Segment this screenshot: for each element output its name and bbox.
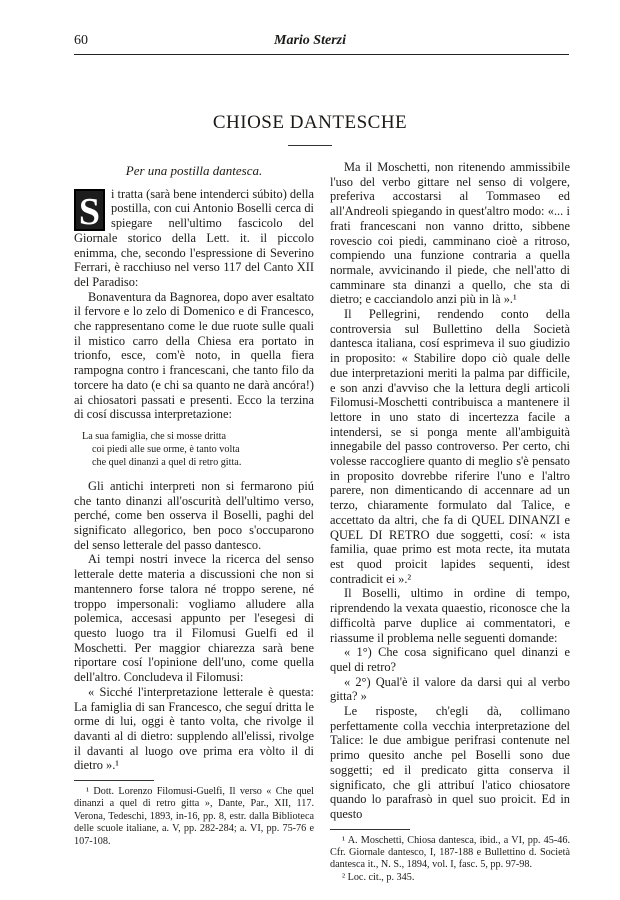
- page-number: 60: [74, 33, 88, 48]
- verse-quote: [82, 430, 314, 469]
- paragraph-2: Bonaventura da Bagnorea, dopo aver esaltato il fervore e lo zelo di Domenico e di Francesco, che rappresentano come le due ruote sulle quali il mistico carro della Chiesa era portato in trionfo, esce, com'è noto, in quella fiera rampogna contro i francescani, che tanto filo da torcere ha dato (e chi sa quanto ne darà ancóra!) ai chiosatori passati e presenti. Ecco la terzina di cosí discussa interpretazione:: [74, 289, 314, 422]
- question-1: « 1°) Che cosa significano quel dinanzi e quel di retro?: [330, 645, 570, 674]
- paragraph-7: Il Pellegrini, rendendo conto della controversia sul Bullettino della Società dantesca italiana, cosí esprimeva il suo giudizio in proposito: « Stabilire dopo ciò quale delle due interpretazioni meriti la palma par difficile, e son anzi d'avviso che la lettura degli articoli Filomusi-Moschetti contribuisca a mantenere il lettore in uno stato di incertezza facile a intendersi, se si ponga mente all'ambiguità innegabile del passo controverso. Per certo, chi volesse raccogliere quanto di meglio s'è pensato in proposito dovrebbe riferire l'uno e l'altro parere, non dimenticando di accennare ad un terzo, chiaramente formulato dal Talice, e accettato da altri, che fa di QUEL DINANZI e QUEL DI RETRO due soggetti, cosí: « ista familia, quae primo est mota recte, ita mutata est quod proicit lapides sequenti, idest contradicit ei ».²: [330, 307, 570, 586]
- footnote-rule: [330, 829, 410, 830]
- running-head: Mario Sterzi: [274, 33, 346, 48]
- paragraph-4: Ai tempi nostri invece la ricerca del senso letterale dette materia a discussioni che non si mantennero forse talora né troppo serene, né troppo impersonali: vogliamo alludere alla polemica, accesasi appunto per l'esegesi di questo luogo tra il Filomusi Guelfi ed il Moschetti. Per maggior chiarezza sarà bene riportare cosí l'opinione dell'uno, come quella dell'altro. Concludeva il Filomusi:: [74, 552, 314, 685]
- right-column: [330, 160, 570, 884]
- verse-line: che quel dinanzi a quel di retro gitta.: [92, 456, 242, 468]
- paragraph-5: « Sicché l'interpretazione letterale è questa: La famiglia di san Francesco, che seguí dritta le orme di lui, oggi è tanto volta, che rivolge il davanti al di dietro: supplendo all'elissi, rivolge il davanti al luogo ove prima era vòlto il di dietro ».¹: [74, 684, 314, 773]
- paragraph-3: Gli antichi interpreti non si fermarono piú che tanto dinanzi all'oscurità dell'ultimo verso, perché, come ben osserva il Boselli, paghi del significato allegorico, ben poco s'occuparono del senso letterale del passo dantesco.: [74, 478, 314, 552]
- paragraph-1-text: i tratta (sarà bene intenderci súbito) della postilla, con cui Antonio Boselli cerca di spiegare nell'ultimo fascicolo del Giornale storico della Lett. it. il piccolo enimma, che, secondo l'espressione di Severino Ferrari, è racchiuso nel verso 117 del Canto XII del Paradiso:: [74, 186, 314, 289]
- header-rule: [74, 54, 569, 55]
- article-title: CHIOSE DANTESCHE: [212, 112, 408, 133]
- paragraph-6: Ma il Moschetti, non ritenendo ammissibile l'uso del verbo gittare nel senso di volgere, preferiva accostarsi al Tommaseo ed all'Andreoli spiegando in quest'altro modo: «... i frati francescani non vanno dritto, sibbene rovescio coi piedi, camminano cioè a ritroso, compiendo una funzione contraria a quella normale, avvicinando il piede, che nell'atto di camminare sta dinanzi a quello, che sta di dietro; e cacciandolo anzi più in là ».¹: [330, 160, 570, 307]
- footnote-rule: [74, 780, 154, 781]
- left-column: [74, 160, 314, 848]
- verse-line: coi piedi alle sue orme, è tanto volta: [92, 443, 240, 455]
- verse-line: La sua famiglia, che si mosse dritta: [82, 430, 226, 442]
- footnote: ² Loc. cit., p. 345.: [342, 871, 415, 883]
- paragraph-1: [74, 187, 314, 290]
- paragraph-9: Le risposte, ch'egli dà, collimano perfettamente colla vecchia interpretazione del Talice: le due ambigue perifrasi contenute nel primo quesito anche pel Boselli sono due soggetti; ed il predicato gitta conserva il significato, che gli attribuí l'atico chiosatore quando lo parafrasò in quel suo proicit. Ed in questo: [330, 704, 570, 821]
- dropcap-initial: S: [74, 189, 105, 231]
- footnote: ¹ A. Moschetti, Chiosa dantesca, ibid., a VI, pp. 45-46. Cfr. Giornale dantesco, I, 187-188 e Bullettino d. Società dantesca it., N. S., 1894, vol. I, fasc. 5, pp. 97-98.: [330, 834, 570, 871]
- paragraph-8: Il Boselli, ultimo in ordine di tempo, riprendendo la vexata quaestio, riconosce che la difficoltà parve duplice ai commentatori, e riassume il problema nelle seguenti domande:: [330, 586, 570, 645]
- article-subtitle: Per una postilla dantesca.: [125, 163, 263, 178]
- footnote: ¹ Dott. Lorenzo Filomusi-Guelfi, Il verso « Che quel dinanzi a quel di retro gitta », Dante, Par., XII, 117. Verona, Tedeschi, 1893, in-16, pp. 8, estr. dalla Biblioteca delle scuole italiane, a. V, pp. 282-284; a. VI, pp. 75-76 e 107-108.: [74, 786, 314, 847]
- question-2: « 2°) Qual'è il valore da darsi qui al verbo gitta? »: [330, 674, 570, 704]
- title-rule: [288, 145, 332, 146]
